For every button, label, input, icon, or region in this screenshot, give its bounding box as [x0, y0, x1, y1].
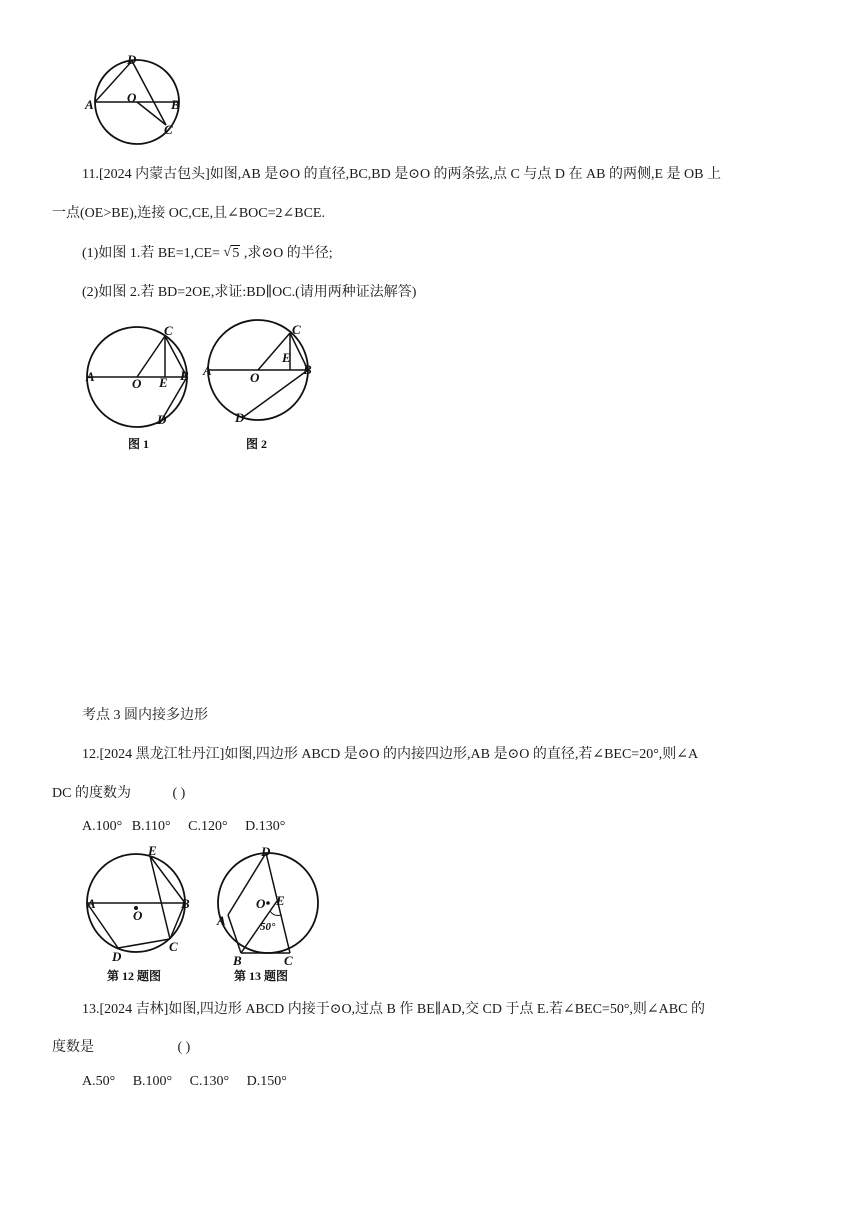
fig12-label-O: O — [133, 908, 143, 923]
fig2-label-E: E — [282, 350, 291, 365]
q11-part1-suffix: ,求⊙O 的半径; — [243, 246, 333, 261]
label-O: O — [127, 90, 137, 105]
section-3-title: 考点 3 圆内接多边形 — [82, 708, 208, 723]
fig2-label-D: D — [235, 410, 245, 425]
q13-option-b: B.100° — [132, 1074, 173, 1089]
sqrt-radicand: 5 — [232, 246, 240, 261]
fig1-label-A: A — [86, 369, 95, 384]
q13-line2-text: 度数是 — [52, 1040, 94, 1055]
q13-figure — [212, 845, 327, 985]
label-D: D — [127, 52, 137, 67]
q13-options — [82, 1073, 287, 1091]
fig13-label-O: O — [256, 896, 266, 911]
q12-option-a: A.100° — [82, 819, 123, 834]
label-C: C — [164, 122, 173, 137]
fig1-label-D: D — [157, 412, 167, 427]
fig1-label-C: C — [164, 323, 173, 338]
q11-part1-prefix: (1)如图 1.若 BE=1,CE= — [82, 246, 220, 261]
fig1-label-O: O — [132, 376, 142, 391]
q12-option-c: C.120° — [188, 819, 228, 834]
fig13-label-D: D — [261, 845, 271, 859]
fig13-caption: 第 13 题图 — [234, 969, 289, 983]
fig12-label-A: A — [87, 896, 96, 911]
q12-line2-text: DC 的度数为 — [52, 786, 131, 801]
top-circle-figure — [80, 52, 190, 150]
fig2-label-C: C — [292, 322, 301, 337]
q13-option-d: D.150° — [246, 1074, 287, 1089]
q12-answer-bracket: ( ) — [172, 786, 186, 801]
q13-answer-bracket: ( ) — [177, 1040, 191, 1055]
fig2-caption: 图 2 — [246, 437, 268, 451]
fig2-label-A: A — [203, 363, 212, 378]
q11-line1: 11.[2024 内蒙古包头]如图,AB 是⊙O 的直径,BC,BD 是⊙O 的两条弦,点 C 与点 D 在 AB 的两侧,E 是 OB 上 — [82, 167, 721, 182]
q13-option-a: A.50° — [82, 1074, 116, 1089]
q11-line2: 一点(OE>BE),连接 OC,CE,且∠BOC=2∠BCE. — [52, 206, 325, 221]
fig12-caption: 第 12 题图 — [107, 969, 162, 983]
fig12-label-E: E — [148, 845, 157, 858]
fig1-caption: 图 1 — [128, 437, 150, 451]
fig12-label-B: B — [181, 896, 190, 911]
q12-line1: 12.[2024 黑龙江牡丹江]如图,四边形 ABCD 是⊙O 的内接四边形,AB 是⊙O 的直径,若∠BEC=20°,则∠A — [82, 747, 699, 762]
fig13-label-A: A — [217, 913, 226, 928]
fig13-label-C: C — [284, 953, 293, 968]
fig13-label-B: B — [233, 953, 242, 968]
sqrt-symbol — [223, 245, 240, 263]
q13-option-c: C.130° — [189, 1074, 230, 1089]
fig13-angle-label: 50° — [260, 921, 276, 933]
fig1-label-B: B — [180, 368, 189, 383]
q11-figure-1 — [82, 322, 202, 457]
fig12-label-D: D — [112, 949, 122, 964]
fig2-label-O: O — [250, 370, 260, 385]
fig1-label-E: E — [159, 375, 168, 390]
q11-figure-2 — [200, 318, 325, 457]
label-B: B — [171, 97, 180, 112]
q11-part2: (2)如图 2.若 BD=2OE,求证:BD∥OC.(请用两种证法解答) — [82, 285, 417, 300]
fig12-label-C: C — [169, 939, 178, 954]
q12-figure — [82, 845, 202, 985]
q12-options — [82, 818, 285, 836]
label-A: A — [85, 97, 94, 112]
q13-line1: 13.[2024 吉林]如图,四边形 ABCD 内接于⊙O,过点 B 作 BE∥AD,交 CD 于点 E.若∠BEC=50°,则∠ABC 的 — [82, 1002, 705, 1017]
q11-part1 — [82, 245, 333, 263]
fig2-label-B: B — [303, 362, 312, 377]
q12-option-d: D.130° — [245, 819, 286, 834]
fig13-label-E: E — [276, 893, 285, 908]
q12-line2 — [52, 785, 185, 803]
q13-line2 — [52, 1039, 190, 1057]
q12-option-b: B.110° — [131, 819, 171, 834]
